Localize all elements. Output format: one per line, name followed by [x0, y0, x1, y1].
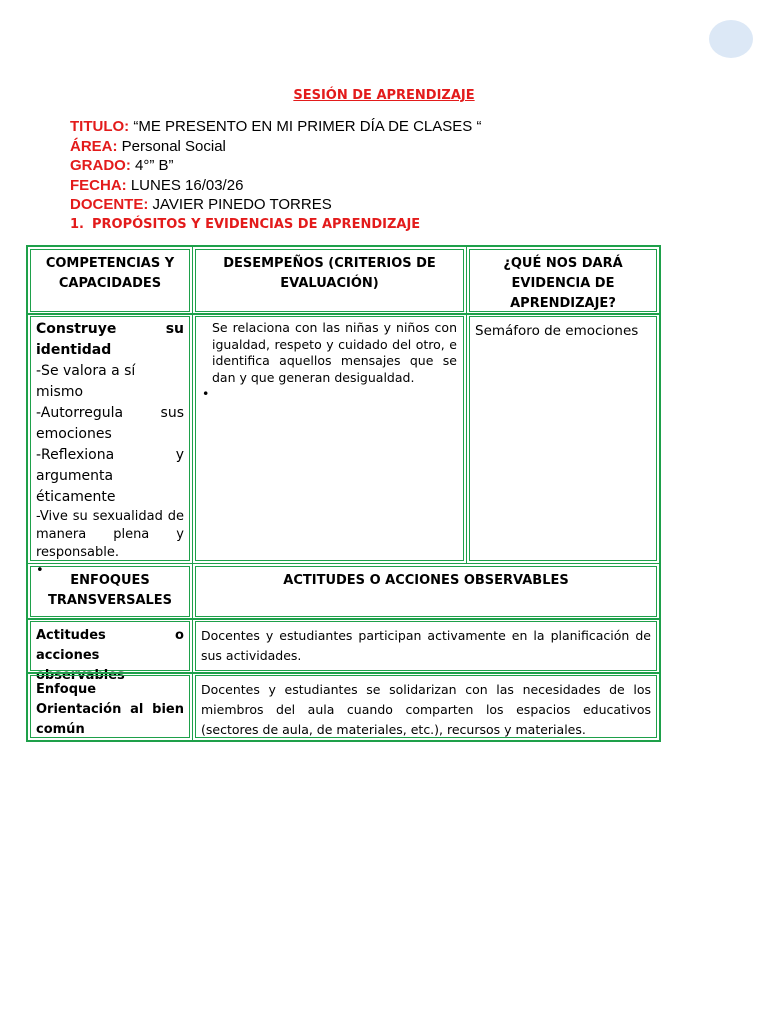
header-evidencia: ¿QUÉ NOS DARÁ EVIDENCIA DE APRENDIZAJE? [469, 249, 657, 312]
meta-value: JAVIER PINEDO TORRES [148, 196, 332, 213]
learning-table [26, 245, 661, 742]
capacity-item: -Reflexiona y argumenta éticamente [36, 447, 184, 505]
meta-value: 4°” B” [130, 157, 174, 174]
enfoque-right-text: Docentes y estudiantes se solidarizan con las necesidades de los miembros del aula cuando comparten los espacios educativos (sectores de aula, de materiales, etc.), recursos y materiales. [201, 682, 651, 737]
enfoque-left [30, 621, 190, 683]
enfoque-left-text: Enfoque Orientación al bien común [36, 682, 184, 737]
capacity-item: -Autorregula sus emociones [36, 405, 184, 442]
section-heading [70, 217, 420, 232]
bullet: • [202, 386, 210, 401]
bullet: • [36, 563, 44, 578]
corner-circle-decoration [709, 20, 753, 58]
evidence-text: Semáforo de emociones [475, 323, 639, 339]
meta-titulo [70, 117, 481, 136]
header-enfoques: ENFOQUES TRANSVERSALES [30, 566, 190, 617]
section-number: 1. [70, 217, 84, 232]
evidence-cell [469, 316, 657, 561]
meta-area [70, 137, 226, 156]
header-competencias: COMPETENCIAS Y CAPACIDADES [30, 249, 190, 312]
meta-label: ÁREA: [70, 138, 118, 155]
competence-title: Construye su identidad [36, 321, 184, 358]
header-desempenos: DESEMPEÑOS (CRITERIOS DE EVALUACIÓN) [195, 249, 464, 312]
enfoque-left [30, 675, 190, 738]
meta-fecha [70, 176, 243, 195]
meta-docente [70, 195, 332, 214]
capacity-item: -Vive su sexualidad de manera plena y responsable. [36, 509, 184, 560]
performance-text: Se relaciona con las niñas y niños con igualdad, respeto y cuidado del otro, e identifica aquellos mensajes que se dan y que generan desigualdad. [212, 320, 457, 385]
enfoque-left-text: Actitudes o acciones observables [36, 628, 184, 683]
header-actitudes: ACTITUDES O ACCIONES OBSERVABLES [195, 566, 657, 617]
meta-value: LUNES 16/03/26 [126, 177, 244, 194]
meta-label: FECHA: [70, 177, 127, 194]
competence-cell [30, 316, 190, 578]
meta-grado [70, 156, 174, 175]
meta-value: Personal Social [117, 138, 226, 155]
enfoque-right-text: Docentes y estudiantes participan activamente en la planificación de sus actividades. [201, 628, 651, 663]
meta-label: DOCENTE: [70, 196, 149, 213]
capacity-item: -Se valora a sí mismo [36, 363, 136, 400]
document-title: SESIÓN DE APRENDIZAJE [293, 88, 475, 103]
meta-label: TITULO: [70, 118, 130, 135]
performance-cell [195, 316, 464, 561]
enfoque-right [195, 621, 657, 671]
meta-value: “ME PRESENTO EN MI PRIMER DÍA DE CLASES “ [129, 118, 482, 135]
enfoque-right [195, 675, 657, 738]
meta-label: GRADO: [70, 157, 131, 174]
section-title: PROPÓSITOS Y EVIDENCIAS DE APRENDIZAJE [92, 217, 421, 232]
